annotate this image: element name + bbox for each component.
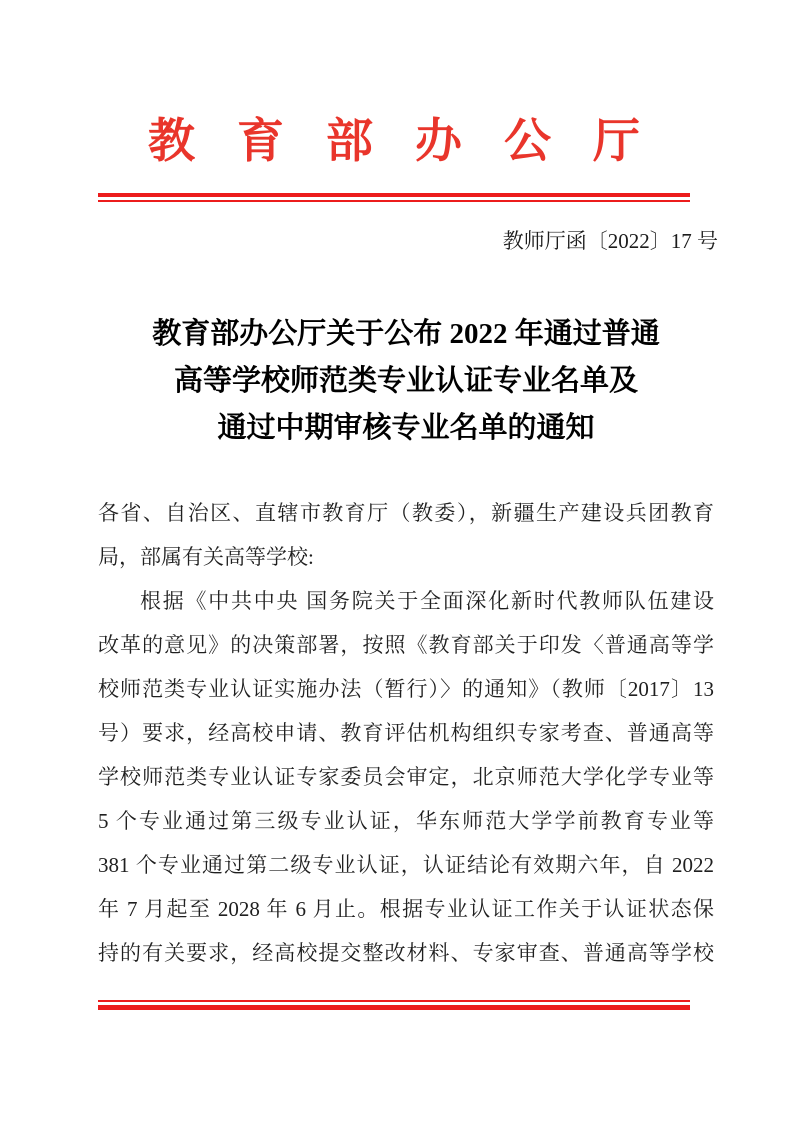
body-paragraph-line: 持的有关要求，经高校提交整改材料、专家审查、普通高等学校 — [98, 941, 714, 965]
body-paragraph-line: 5 个专业通过第三级专业认证，华东师范大学学前教育专业等 — [98, 809, 714, 833]
body-paragraph — [98, 579, 714, 975]
masthead-rule-thin — [98, 200, 690, 202]
doc-reference-number: 教师厅函〔2022〕17 号 — [502, 229, 718, 253]
body-paragraph-line: 校师范类专业认证实施办法（暂行）〉的通知》（教师〔2017〕13 — [98, 677, 714, 701]
document-body — [98, 491, 714, 975]
document-title-line: 通过中期审核专业名单的通知 — [217, 412, 595, 444]
body-paragraph-line: 年 7 月起至 2028 年 6 月止。根据专业认证工作关于认证状态保 — [98, 897, 714, 921]
body-paragraph-line: 381 个专业通过第二级专业认证，认证结论有效期六年，自 2022 — [98, 853, 714, 877]
body-paragraph-line: 根据《中共中央 国务院关于全面深化新时代教师队伍建设 — [140, 589, 714, 613]
agency-masthead: 教育部办公厅 — [148, 116, 682, 168]
salutation — [98, 491, 714, 579]
document-title-line: 高等学校师范类专业认证专业名单及 — [173, 365, 638, 397]
salutation-line: 各省、自治区、直辖市教育厅（教委），新疆生产建设兵团教育 — [98, 501, 714, 525]
document-title-line: 教育部办公厅关于公布 2022 年通过普通 — [152, 318, 660, 350]
salutation-line: 局，部属有关高等学校: — [98, 545, 314, 569]
masthead-rule-thick — [98, 193, 690, 197]
body-paragraph-line: 改革的意见》的决策部署，按照《教育部关于印发〈普通高等学 — [98, 633, 714, 657]
footer-rule-thick — [98, 1005, 690, 1010]
body-paragraph-line: 学校师范类专业认证专家委员会审定，北京师范大学化学专业等 — [98, 765, 714, 789]
footer-rule-thin — [98, 1000, 690, 1002]
body-paragraph-line: 号）要求，经高校申请、教育评估机构组织专家考查、普通高等 — [98, 721, 714, 745]
document-title — [98, 311, 714, 452]
